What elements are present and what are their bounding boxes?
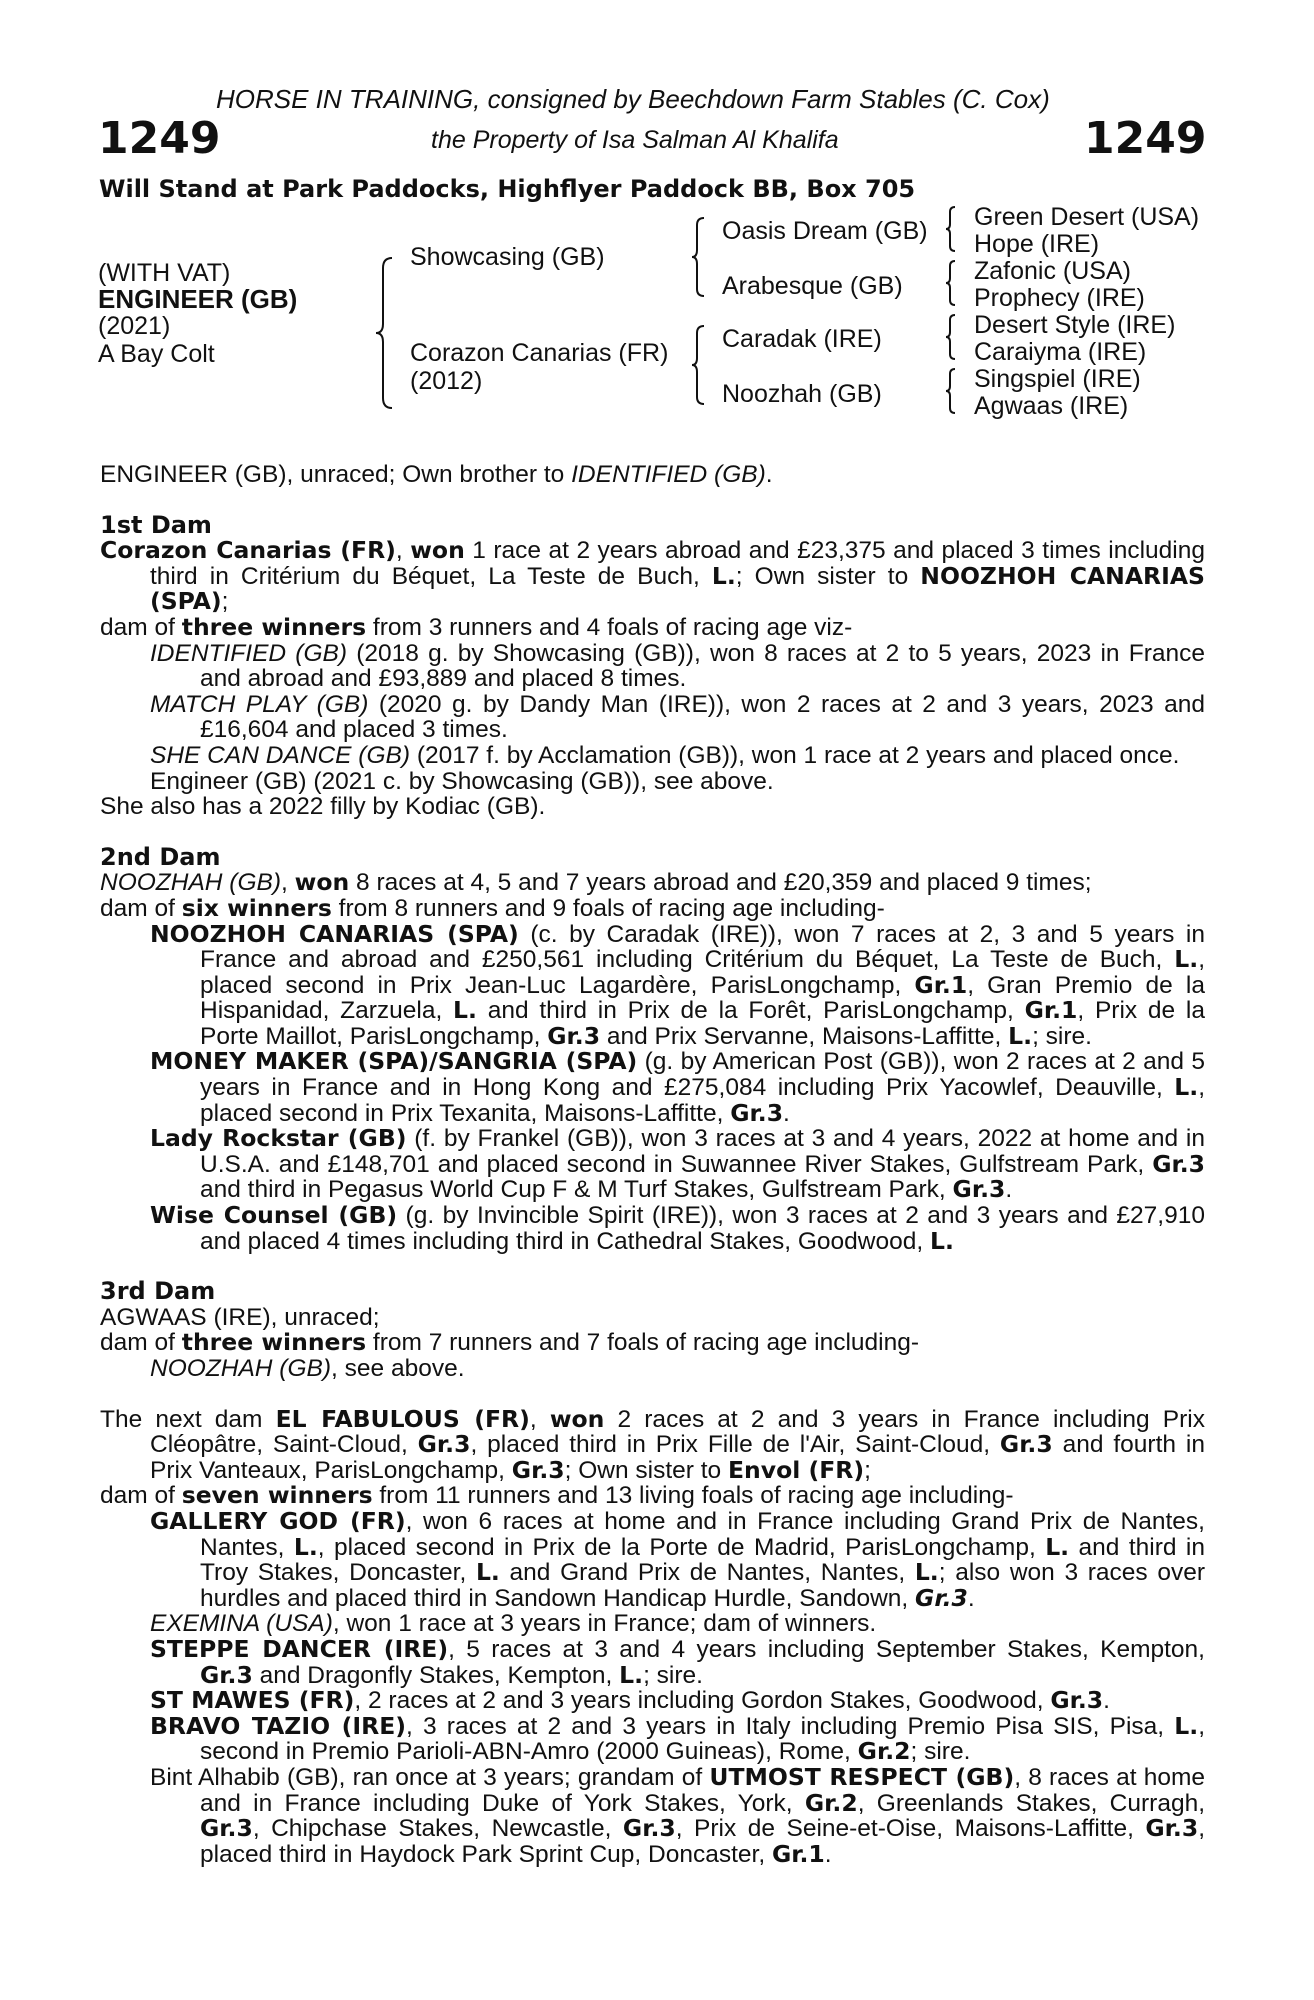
second-dam-heading: 2nd Dam <box>100 842 221 871</box>
second-dam-record: NOOZHAH (GB), won 8 races at 4, 5 and 7 years abroad and £20,359 and placed 9 times; <box>100 868 1092 897</box>
produce-money-maker: MONEY MAKER (SPA)/SANGRIA (SPA) (g. by American Post (GB)), won 2 races at 2 and 5 years in France and in Hong Kong and £275,084 including Prix Yacowlef, Deauville, L., placed second in Prix Texanita, Maisons-Laffitte, Gr.3. <box>150 1047 1205 1127</box>
pedigree-brace-g4-1 <box>944 205 958 253</box>
pedigree-brace-dam <box>690 324 708 406</box>
produce-noozhah: NOOZHAH (GB), see above. <box>150 1355 465 1382</box>
vat-note: (WITH VAT) <box>98 259 231 287</box>
sire-name: Showcasing (GB) <box>410 243 605 271</box>
next-dam-produce-summary: dam of seven winners from 11 runners and 13 living foals of racing age including- <box>100 1481 1014 1510</box>
pedigree-brace-g4-2 <box>944 259 958 307</box>
sire-dam: Arabesque (GB) <box>722 272 903 300</box>
second-dam-produce-summary: dam of six winners from 8 runners and 9 foals of racing age including- <box>100 893 885 922</box>
produce-bint-alhabib: Bint Alhabib (GB), ran once at 3 years; grandam of UTMOST RESPECT (GB), 8 races at home and in France including Duke of York Stakes, York, Gr.2, Greenlands Stakes, Curragh, Gr.3, Chipchase Stakes, Newcastle, Gr.3, Prix de Seine-et-Oise, Maisons-Laffitte, Gr.3, placed third in Haydock Park Sprint Cup, Doncaster, Gr.1. <box>150 1762 1206 1868</box>
first-dam-produce-summary: dam of three winners from 3 runners and 4 foals of racing age viz- <box>100 612 853 641</box>
ancestor-4: Prophecy (IRE) <box>974 284 1145 312</box>
produce-match-play: MATCH PLAY (GB) (2020 g. by Dandy Man (IRE)), won 2 races at 2 and 3 years, 2023 and £16,604 and placed 3 times. <box>150 690 1205 744</box>
ancestor-6: Caraiyma (IRE) <box>974 338 1147 366</box>
pedigree-brace-sire <box>690 216 708 298</box>
first-dam-heading: 1st Dam <box>100 510 212 539</box>
third-dam-produce-summary: dam of three winners from 7 runners and 7 foals of racing age including- <box>100 1328 920 1357</box>
sire-sire: Oasis Dream (GB) <box>722 217 928 245</box>
lot-number-left: 1249 <box>98 113 221 164</box>
produce-identified: IDENTIFIED (GB) (2018 g. by Showcasing (GB)), won 8 races at 2 to 5 years, 2023 in France and abroad and £93,889 and placed 8 times. <box>150 639 1205 693</box>
third-dam-heading: 3rd Dam <box>100 1277 216 1306</box>
consignor-line: HORSE IN TRAINING, consigned by Beechdown Farm Stables (C. Cox) <box>216 84 1050 114</box>
foaling-year: (2021) <box>98 312 171 340</box>
first-dam-record: Corazon Canarias (FR), won 1 race at 2 years abroad and £23,375 and placed 3 times including third in Critérium du Béquet, La Teste de Buch, L.; Own sister to NOOZHOH CANARIAS (SPA); <box>100 536 1205 616</box>
produce-gallery-god: GALLERY GOD (FR), won 6 races at home and in France including Grand Prix de Nantes, Nantes, L., placed second in Prix de la Porte de Madrid, ParisLongchamp, L. and third in Troy Stakes, Doncaster, L. and Grand Prix de Nantes, Nantes, L.; also won 3 races over hurdles and placed third in Sandown Handicap Hurdle, Sandown, Gr.3. <box>150 1506 1205 1612</box>
dam-sire: Caradak (IRE) <box>722 325 882 353</box>
pedigree-brace-g4-4 <box>944 367 958 415</box>
horse-name: ENGINEER (GB) <box>98 284 298 314</box>
ancestor-2: Hope (IRE) <box>974 230 1100 258</box>
produce-engineer: Engineer (GB) (2021 c. by Showcasing (GB)), see above. <box>150 767 774 795</box>
produce-wise-counsel: Wise Counsel (GB) (g. by Invincible Spirit (IRE)), won 3 races at 2 and 3 years and £27,910 and placed 4 times including third in Cathedral Stakes, Goodwood, L. <box>150 1201 1205 1255</box>
pedigree-brace-g4-3 <box>944 313 958 361</box>
intro-line: ENGINEER (GB), unraced; Own brother to IDENTIFIED (GB). <box>100 461 773 488</box>
owner-line: the Property of Isa Salman Al Khalifa <box>431 126 839 154</box>
produce-bravo-tazio: BRAVO TAZIO (IRE), 3 races at 2 and 3 years in Italy including Premio Pisa SIS, Pisa, L., second in Premio Parioli-ABN-Amro (2000 Guineas), Rome, Gr.2; sire. <box>150 1711 1205 1766</box>
ancestor-8: Agwaas (IRE) <box>974 392 1129 420</box>
dam-name: Corazon Canarias (FR) <box>410 339 669 367</box>
produce-lady-rockstar: Lady Rockstar (GB) (f. by Frankel (GB)), won 3 races at 3 and 4 years, 2022 at home and in U.S.A. and £148,701 and placed second in Suwannee River Stakes, Gulfstream Park, Gr.3 and third in Pegasus World Cup F & M Turf Stakes, Gulfstream Park, Gr.3. <box>150 1124 1205 1204</box>
stand-location: Will Stand at Park Paddocks, Highflyer Paddock BB, Box 705 <box>99 175 916 203</box>
horse-description: A Bay Colt <box>98 340 215 368</box>
ancestor-3: Zafonic (USA) <box>974 257 1131 285</box>
ancestor-5: Desert Style (IRE) <box>974 311 1176 339</box>
pedigree-brace-main <box>374 256 396 410</box>
next-dam-record: The next dam EL FABULOUS (FR), won 2 races at 2 and 3 years in France including Prix Cléopâtre, Saint-Cloud, Gr.3, placed third in Prix Fille de l'Air, Saint-Cloud, Gr.3 and fourth in Prix Vanteaux, ParisLongchamp, Gr.3; Own sister to Envol (FR); <box>100 1404 1205 1484</box>
ancestor-1: Green Desert (USA) <box>974 203 1200 231</box>
catalogue-body <box>100 462 1205 1867</box>
ancestor-7: Singspiel (IRE) <box>974 365 1141 393</box>
produce-steppe-dancer: STEPPE DANCER (IRE), 5 races at 3 and 4 years including September Stakes, Kempton, Gr.3 and Dragonfly Stakes, Kempton, L.; sire. <box>150 1634 1205 1689</box>
dam-year: (2012) <box>410 367 483 395</box>
lot-number-right: 1249 <box>1084 113 1207 164</box>
dam-dam: Noozhah (GB) <box>722 380 882 408</box>
produce-she-can-dance: SHE CAN DANCE (GB) (2017 f. by Acclamation (GB)), won 1 race at 2 years and placed once. <box>150 741 1180 769</box>
produce-2022-filly: She also has a 2022 filly by Kodiac (GB). <box>100 793 546 821</box>
produce-st-mawes: ST MAWES (FR), 2 races at 2 and 3 years including Gordon Stakes, Goodwood, Gr.3. <box>150 1686 1110 1715</box>
third-dam-record: AGWAAS (IRE), unraced; <box>100 1303 380 1331</box>
produce-noozhoh-canarias: NOOZHOH CANARIAS (SPA) (c. by Caradak (IRE)), won 7 races at 2, 3 and 5 years in France and abroad and £250,561 including Critérium du Béquet, La Teste de Buch, L., placed second in Prix Jean-Luc Lagardère, ParisLongchamp, Gr.1, Gran Premio de la Hispanidad, Zarzuela, L. and third in Prix de la Forêt, ParisLongchamp, Gr.1, Prix de la Porte Maillot, ParisLongchamp, Gr.3 and Prix Servanne, Maisons-Laffitte, L.; sire. <box>150 919 1205 1050</box>
produce-exemina: EXEMINA (USA), won 1 race at 3 years in France; dam of winners. <box>150 1610 877 1638</box>
